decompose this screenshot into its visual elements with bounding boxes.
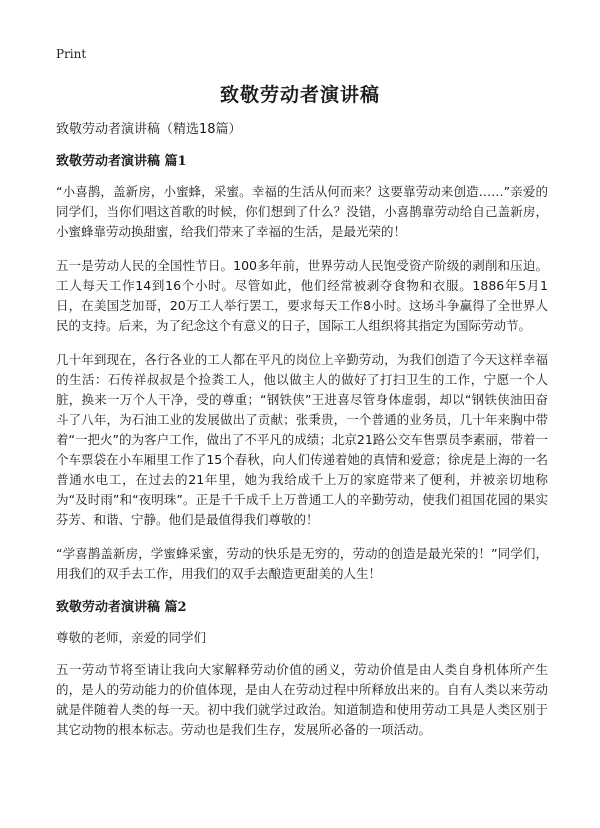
paragraph: 几十年到现在，各行各业的工人都在平凡的岗位上辛勤劳动，为我们创造了今天这样幸福的生活：石传祥叔叔是个捡粪工人，他以做主人的做好了打扫卫生的工作，宁愿一个人脏，换来一万个人干净，受的尊重；“钢铁侠”王进喜尽管身体虚弱，却以“钢铁侠油田奋斗了八年，为石油工业的发展做出了贡献；张秉贵，一个普通的业务员，几十年来胸中带着“一把火”的为客户工作，做出了不平凡的成绩；北京21路公交车售票员李素丽，带着一个车票袋在小车厢里工作了15个春秋，向人们传递着她的真情和爱意；徐虎是上海的一名普通水电工，在过去的21年里，她为我给成千上万的家庭带来了便利，并被亲切地称为“及时雨”和“夜明珠”。正是千千成千上万普通工人的辛勤劳动，使我们祖国花园的果实芬芳、和谐、宁静。他们是最值得我们尊敬的！ [56, 352, 548, 527]
paragraph: 五一劳动节将至请让我向大家解释劳动价值的函义，劳动价值是由人类自身机体所产生的，是人的劳动能力的价值体现，是由人在劳动过程中所释放出来的。自有人类以来劳动就是伴随着人类的每一天。初中我们就学过政治。知道制造和使用劳动工具是人类区别于其它动物的根本标志。劳动也是我们生存，发展所必备的一项活动。 [56, 662, 548, 737]
page-title: 致敬劳动者演讲稿 [219, 84, 380, 106]
section-heading: 致敬劳动者演讲稿 篇1 [56, 154, 187, 169]
section-heading: 致敬劳动者演讲稿 篇2 [56, 600, 187, 615]
document-subtitle: 致敬劳动者演讲稿（精选18篇） [56, 122, 242, 137]
paragraph: “学喜鹊盖新房，学蜜蜂采蜜，劳动的快乐是无穷的，劳动的创造是最光荣的！”同学们，用我们的双手去工作，用我们的双手去酿造更甜美的人生！ [56, 546, 548, 581]
print-link[interactable]: Print [56, 47, 87, 61]
section-1 [56, 152, 548, 584]
paragraph: 尊敬的老师，亲爱的同学们 [56, 630, 207, 645]
paragraph: “小喜鹊，盖新房，小蜜蜂，采蜜。幸福的生活从何而来？这要靠劳动来创造……”亲爱的同学们，当你们唱这首歌的时候，你们想到了什么？没错，小喜鹊靠劳动给自己盖新房，小蜜蜂靠劳动换甜蜜，给我们带来了幸福的生活，是最光荣的！ [56, 184, 548, 239]
paragraph: 五一是劳动人民的全国性节日。100多年前，世界劳动人民饱受资产阶级的剥削和压迫。工人每天工作14到16个小时。尽管如此，他们经常被剥夺食物和衣服。1886年5月1日，在美国芝加哥，20万工人举行罢工，要求每天工作8小时。这场斗争赢得了全世界人民的支持。后来，为了纪念这个有意义的日子，国际工人组织将其指定为国际劳动节。 [56, 258, 548, 333]
section-2 [56, 598, 548, 740]
document-body [56, 120, 548, 754]
